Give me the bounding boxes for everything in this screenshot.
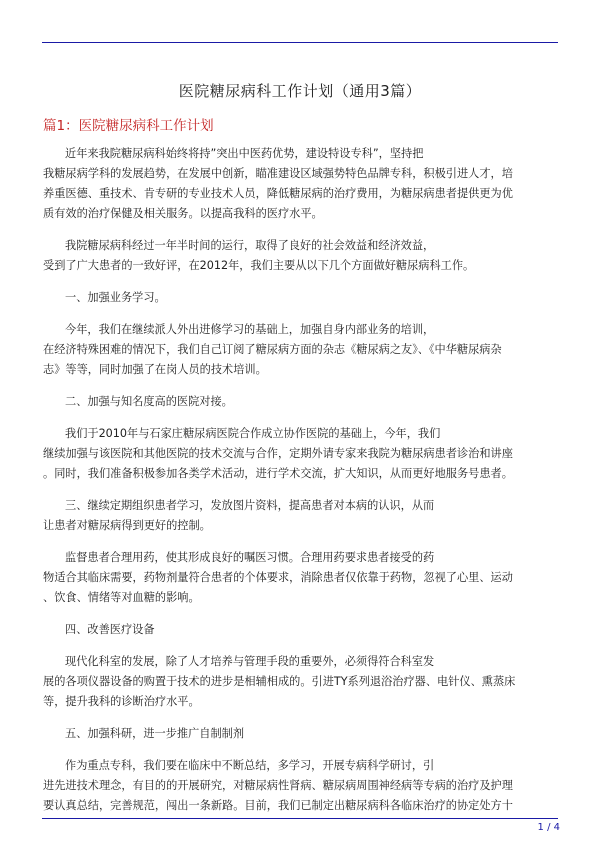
- text-line: 养重医德、重技术、肯专研的专业技术人员，降低糖尿病的治疗费用，为糖尿病患者提供更为优: [43, 187, 513, 200]
- paragraph-gap: [43, 412, 557, 424]
- paragraph-gap: [43, 536, 557, 548]
- text-line: 受到了广大患者的一致好评，在2012年，我们主要从以下几个方面做好糖尿病科工作。: [43, 259, 475, 272]
- paragraph: [43, 724, 557, 744]
- paragraph-gap: [43, 640, 557, 652]
- paragraph: [43, 144, 557, 224]
- paragraph-gap: [43, 712, 557, 724]
- text-line: 物适合其临床需要，药物剂量符合患者的个体要求，消除患者仅依靠于药物，忽视了心里、运动: [43, 571, 513, 584]
- paragraph: [43, 424, 557, 484]
- paragraph: [43, 288, 557, 308]
- text-line: 作为重点专科，我们要在临床中不断总结，多学习，开展专病科学研讨，引: [65, 759, 435, 772]
- text-line: 继续加强与该医院和其他医院的技术交流与合作，定期外请专家来我院为糖尿病患者诊治和讲座: [43, 447, 513, 460]
- text-line: 我院糖尿病科经过一年半时间的运行，取得了良好的社会效益和经济效益，: [65, 239, 435, 252]
- text-line: 今年，我们在继续派人外出进修学习的基础上，加强自身内部业务的培训，: [65, 323, 435, 336]
- footer-rule: [42, 818, 558, 819]
- text-line: 五、加强科研，进一步推广自制制剂: [65, 727, 245, 740]
- text-line: 二、加强与知名度高的医院对接。: [65, 395, 233, 408]
- text-line: 三、继续定期组织患者学习，发放图片资料，提高患者对本病的认识，从而: [65, 499, 435, 512]
- text-line: 四、改善医疗设备: [65, 623, 155, 636]
- paragraph-gap: [43, 484, 557, 496]
- text-line: 质有效的治疗保健及相关服务。以提高我科的医疗水平。: [43, 207, 323, 220]
- paragraph-gap: [43, 224, 557, 236]
- text-line: 等，提升我科的诊断治疗水平。: [43, 695, 200, 708]
- text-line: 、饮食、情绪等对血糖的影响。: [43, 591, 200, 604]
- text-line: 一、加强业务学习。: [65, 291, 166, 304]
- text-line: 让患者对糖尿病得到更好的控制。: [43, 519, 211, 532]
- document-title: 医院糖尿病科工作计划（通用3篇）: [178, 82, 422, 100]
- header-rule: [42, 42, 558, 43]
- text-line: 进先进技术理念，有目的的开展研究，对糖尿病性肾病、糖尿病周围神经病等专病的治疗及护理: [43, 779, 513, 792]
- paragraph-gap: [43, 608, 557, 620]
- paragraph: [43, 320, 557, 380]
- paragraph-gap: [43, 276, 557, 288]
- text-line: 现代化科室的发展，除了人才培养与管理手段的重要外，必须得符合科室发: [65, 655, 435, 668]
- paragraph: [43, 756, 557, 816]
- text-line: 监督患者合理用药，使其形成良好的嘱医习惯。合理用药要求患者接受的药: [65, 551, 435, 564]
- text-line: 近年来我院糖尿病科始终将持”突出中医药优势，建设特设专科”，坚持把: [65, 147, 424, 160]
- page-indicator: 1 / 4: [537, 822, 560, 833]
- paragraph: [43, 620, 557, 640]
- paragraph-gap: [43, 380, 557, 392]
- text-line: 要认真总结，完善规范，闯出一条新路。目前，我们已制定出糖尿病科各临床治疗的协定处方十: [43, 799, 513, 812]
- paragraph-gap: [43, 308, 557, 320]
- text-line: 志》等等，同时加强了在岗人员的技术培训。: [43, 363, 267, 376]
- paragraph: [43, 392, 557, 412]
- paragraph: [43, 236, 557, 276]
- text-line: 我糖尿病学科的发展趋势，在发展中创新，瞄准建设区域强势特色品牌专科，积极引进人才，培: [43, 167, 513, 180]
- paragraph: [43, 652, 557, 712]
- paragraph: [43, 548, 557, 608]
- text-line: 。同时，我们准备积极参加各类学术活动，进行学术交流，扩大知识，从而更好地服务号患者。: [43, 467, 513, 480]
- text-line: 在经济特殊困难的情况下，我们自己订阅了糖尿病方面的杂志《糖尿病之友》、《中华糖尿病杂: [43, 343, 502, 356]
- text-line: 我们于2010年与石家庄糖尿病医院合作成立协作医院的基础上，今年，我们: [65, 427, 441, 440]
- document-body: [43, 144, 557, 816]
- section-heading: 篇1：医院糖尿病科工作计划: [43, 118, 214, 134]
- text-line: 展的各项仪器设备的购置于技术的进步是相辅相成的。引进TY系列退浴治疗器、电针仪、熏蒸床: [43, 675, 516, 688]
- paragraph: [43, 496, 557, 536]
- paragraph-gap: [43, 744, 557, 756]
